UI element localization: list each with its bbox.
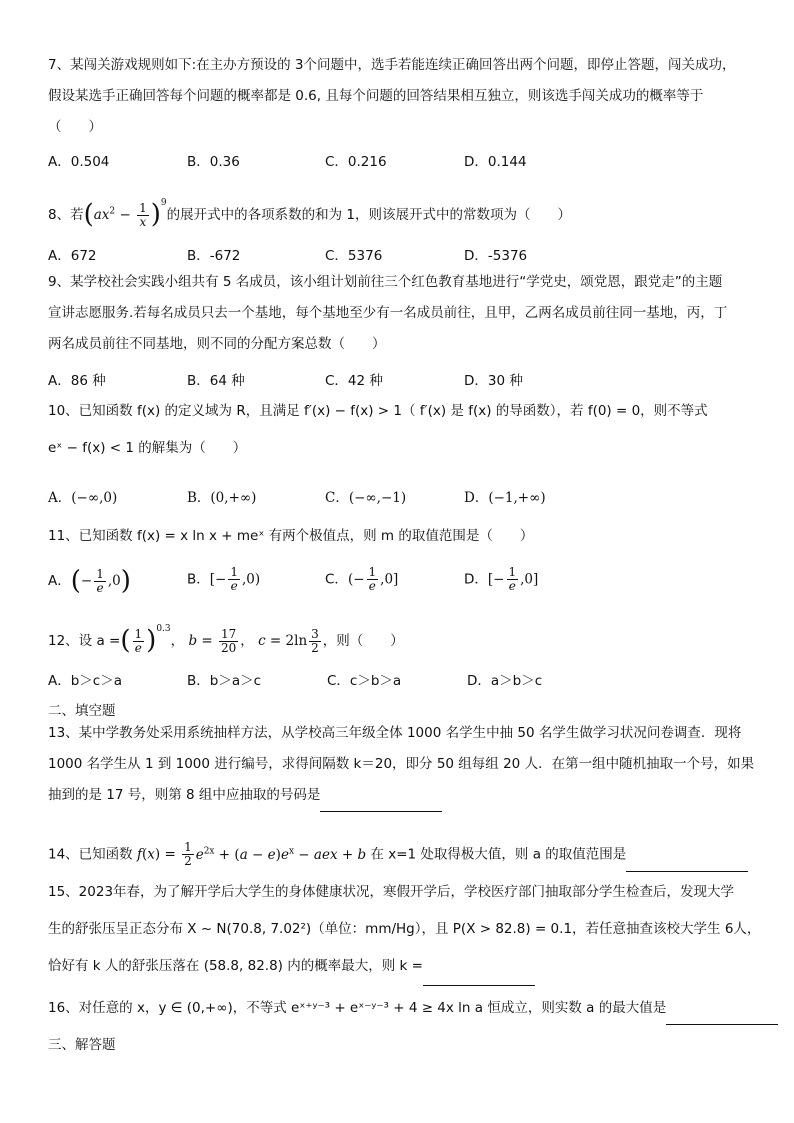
question-8 (48, 188, 754, 231)
q12-option-b[interactable]: B．b＞a＞c (187, 673, 262, 689)
q7-option-d[interactable]: D．0.144 (464, 154, 527, 170)
q10-option-b[interactable]: B．(0,+∞) (187, 490, 257, 506)
q10-line1: 10、已知函数 f(x) 的定义域为 R，且满足 f′(x) − f(x) > 1（ f′(x) 是 f(x) 的导函数），若 f(0) = 0，则不等式 (48, 403, 708, 419)
q11-option-d[interactable]: D．[− $\frac{1}{e}$ ,0] (464, 565, 539, 593)
question-12 (48, 614, 754, 657)
q15-line1: 15、2023年春，为了解开学后大学生的身体健康状况，寒假开学后，学校医疗部门抽取部分学生检查后，发现大学 (48, 884, 735, 900)
q7-line3: （ ） (48, 119, 102, 135)
q15-answer-blank[interactable] (423, 948, 535, 986)
q15-line3: 恰好有 k 人的舒张压落在 (58.8, 82.8) 内的概率最大，则 k = (48, 958, 423, 974)
question-14: 14、已知函数 f(x) = $\frac{1}{2}$ $e^{2x} + (a - e)e^x$ − aex + b 在 x=1 处取得极大值，则 a 的取值范围是 (48, 836, 754, 872)
question-16 (48, 993, 754, 1025)
q7-line1: 7、某闯关游戏规则如下:在主办方预设的 3个问题中，选手若能连续正确回答出两个问题，即停止答题，闯关成功， (48, 57, 736, 73)
question-11 (48, 521, 754, 552)
q9-option-d[interactable]: D．30 种 (464, 373, 523, 389)
q8-prefix: 8、若 (48, 207, 84, 223)
q12-option-a[interactable]: A．b＞c＞a (48, 673, 122, 689)
question-15 (48, 874, 761, 986)
q10-option-c[interactable]: C．(−∞,−1) (325, 490, 407, 506)
q16-line: 16、对任意的 x，y ∈ (0,+∞)，不等式 eˣ⁺ʸ⁻³ + eˣ⁻ʸ⁻³ + 4 ≥ 4x ln a 恒成立，则实数 a 的最大值是 (48, 1000, 667, 1016)
section-fill-in-heading: 二、填空题 (48, 703, 116, 719)
question-13 (48, 718, 754, 812)
q13-answer-blank[interactable] (320, 780, 442, 812)
q9-option-a[interactable]: A．86 种 (48, 373, 106, 389)
q7-options (48, 150, 754, 172)
q10-option-a[interactable]: A．(−∞,0) (48, 490, 118, 506)
q7-line2: 假设某选手正确回答每个问题的概率都是 0.6, 且每个问题的回答结果相互独立，则该选手闯关成功的概率等于 (48, 88, 704, 104)
q14-function-expression: f(x) = (136, 846, 181, 863)
q7-option-a[interactable]: A．0.504 (48, 154, 110, 170)
q15-line2: 生的舒张压呈正态分布 X ~ N(70.8, 7.02²)（单位：mm/Hg），且 P(X > 82.8) = 0.1，若任意抽查该校大学生 6人， (48, 921, 761, 937)
q9-option-b[interactable]: B．64 种 (187, 373, 245, 389)
q12-option-c[interactable]: C．c＞b＞a (327, 673, 402, 689)
q8-option-b[interactable]: B．-672 (187, 248, 241, 264)
q9-line2: 宣讲志愿服务.若每名成员只去一个基地，每个基地至少有一名成员前往，且甲，乙两名成员前往同一基地，丙，丁 (48, 305, 728, 321)
q9-line1: 9、某学校社会实践小组共有 5 名成员，该小组计划前往三个红色教育基地进行“学党史，颂党恩，跟党走”的主题 (48, 274, 723, 290)
q8-binomial-expression: ($ax^2$ − $\frac{1}{x}$ )$^9$ (83, 198, 167, 230)
q7-option-b[interactable]: B．0.36 (187, 154, 240, 170)
q12-options (48, 669, 754, 691)
q13-line2: 1000 名学生从 1 到 1000 进行编号，求得间隔数 k＝20，即分 50 组每组 20 人．在第一组中随机抽取一个号，如果 (48, 756, 755, 772)
q8-option-a[interactable]: A．672 (48, 248, 97, 264)
q10-line2: eˣ − f(x) < 1 的解集为（ ） (48, 440, 247, 456)
q7-option-c[interactable]: C．0.216 (325, 154, 387, 170)
q14-suffix: 在 x=1 处取得极大值，则 a 的取值范围是 (370, 846, 627, 863)
section-solution-heading: 三、解答题 (48, 1037, 116, 1053)
q12-prefix: 12、设 a = (48, 633, 121, 649)
question-7 (48, 50, 754, 143)
q9-line3: 两名成员前往不同基地，则不同的分配方案总数（ ） (48, 336, 386, 352)
q9-option-c[interactable]: C．42 种 (325, 373, 383, 389)
q14-answer-blank[interactable] (626, 840, 748, 872)
q12-option-d[interactable]: D．a＞b＞c (467, 673, 543, 689)
question-10 (48, 396, 754, 464)
q9-options (48, 369, 754, 391)
q11-options (48, 566, 754, 596)
q11-option-a[interactable]: A．(− $\frac{1}{e}$ ,0) (48, 566, 131, 596)
q8-option-c[interactable]: C．5376 (325, 248, 383, 264)
q10-option-d[interactable]: D．(−1,+∞) (464, 490, 546, 506)
q13-line3: 抽到的是 17 号，则第 8 组中应抽取的号码是 (48, 787, 321, 803)
q11-line: 11、已知函数 f(x) = x ln x + meˣ 有两个极值点，则 m 的取值范围是（ ） (48, 528, 534, 544)
q10-options (48, 486, 754, 508)
q16-answer-blank[interactable] (666, 993, 778, 1025)
q11-option-b[interactable]: B．[− $\frac{1}{e}$ ,0) (187, 565, 261, 593)
question-9 (48, 267, 754, 360)
q8-options (48, 244, 754, 266)
q11-option-c[interactable]: C．(− $\frac{1}{e}$ ,0] (325, 565, 399, 593)
q12-expressions: ( $\frac{1}{e}$ )$^{0.3}$， b = $\frac{17}{20}$ ， c = 2ln $\frac{3}{2}$ ，则（ ） (120, 624, 404, 656)
q8-option-d[interactable]: D．-5376 (464, 248, 528, 264)
q13-line1: 13、某中学教务处采用系统抽样方法，从学校高三年级全体 1000 名学生中抽 50 名学生做学习状况问卷调查．现将 (48, 725, 742, 741)
q14-prefix: 14、已知函数 (48, 846, 133, 863)
q8-suffix: 的展开式中的各项系数的和为 1，则该展开式中的常数项为（ ） (166, 207, 571, 223)
